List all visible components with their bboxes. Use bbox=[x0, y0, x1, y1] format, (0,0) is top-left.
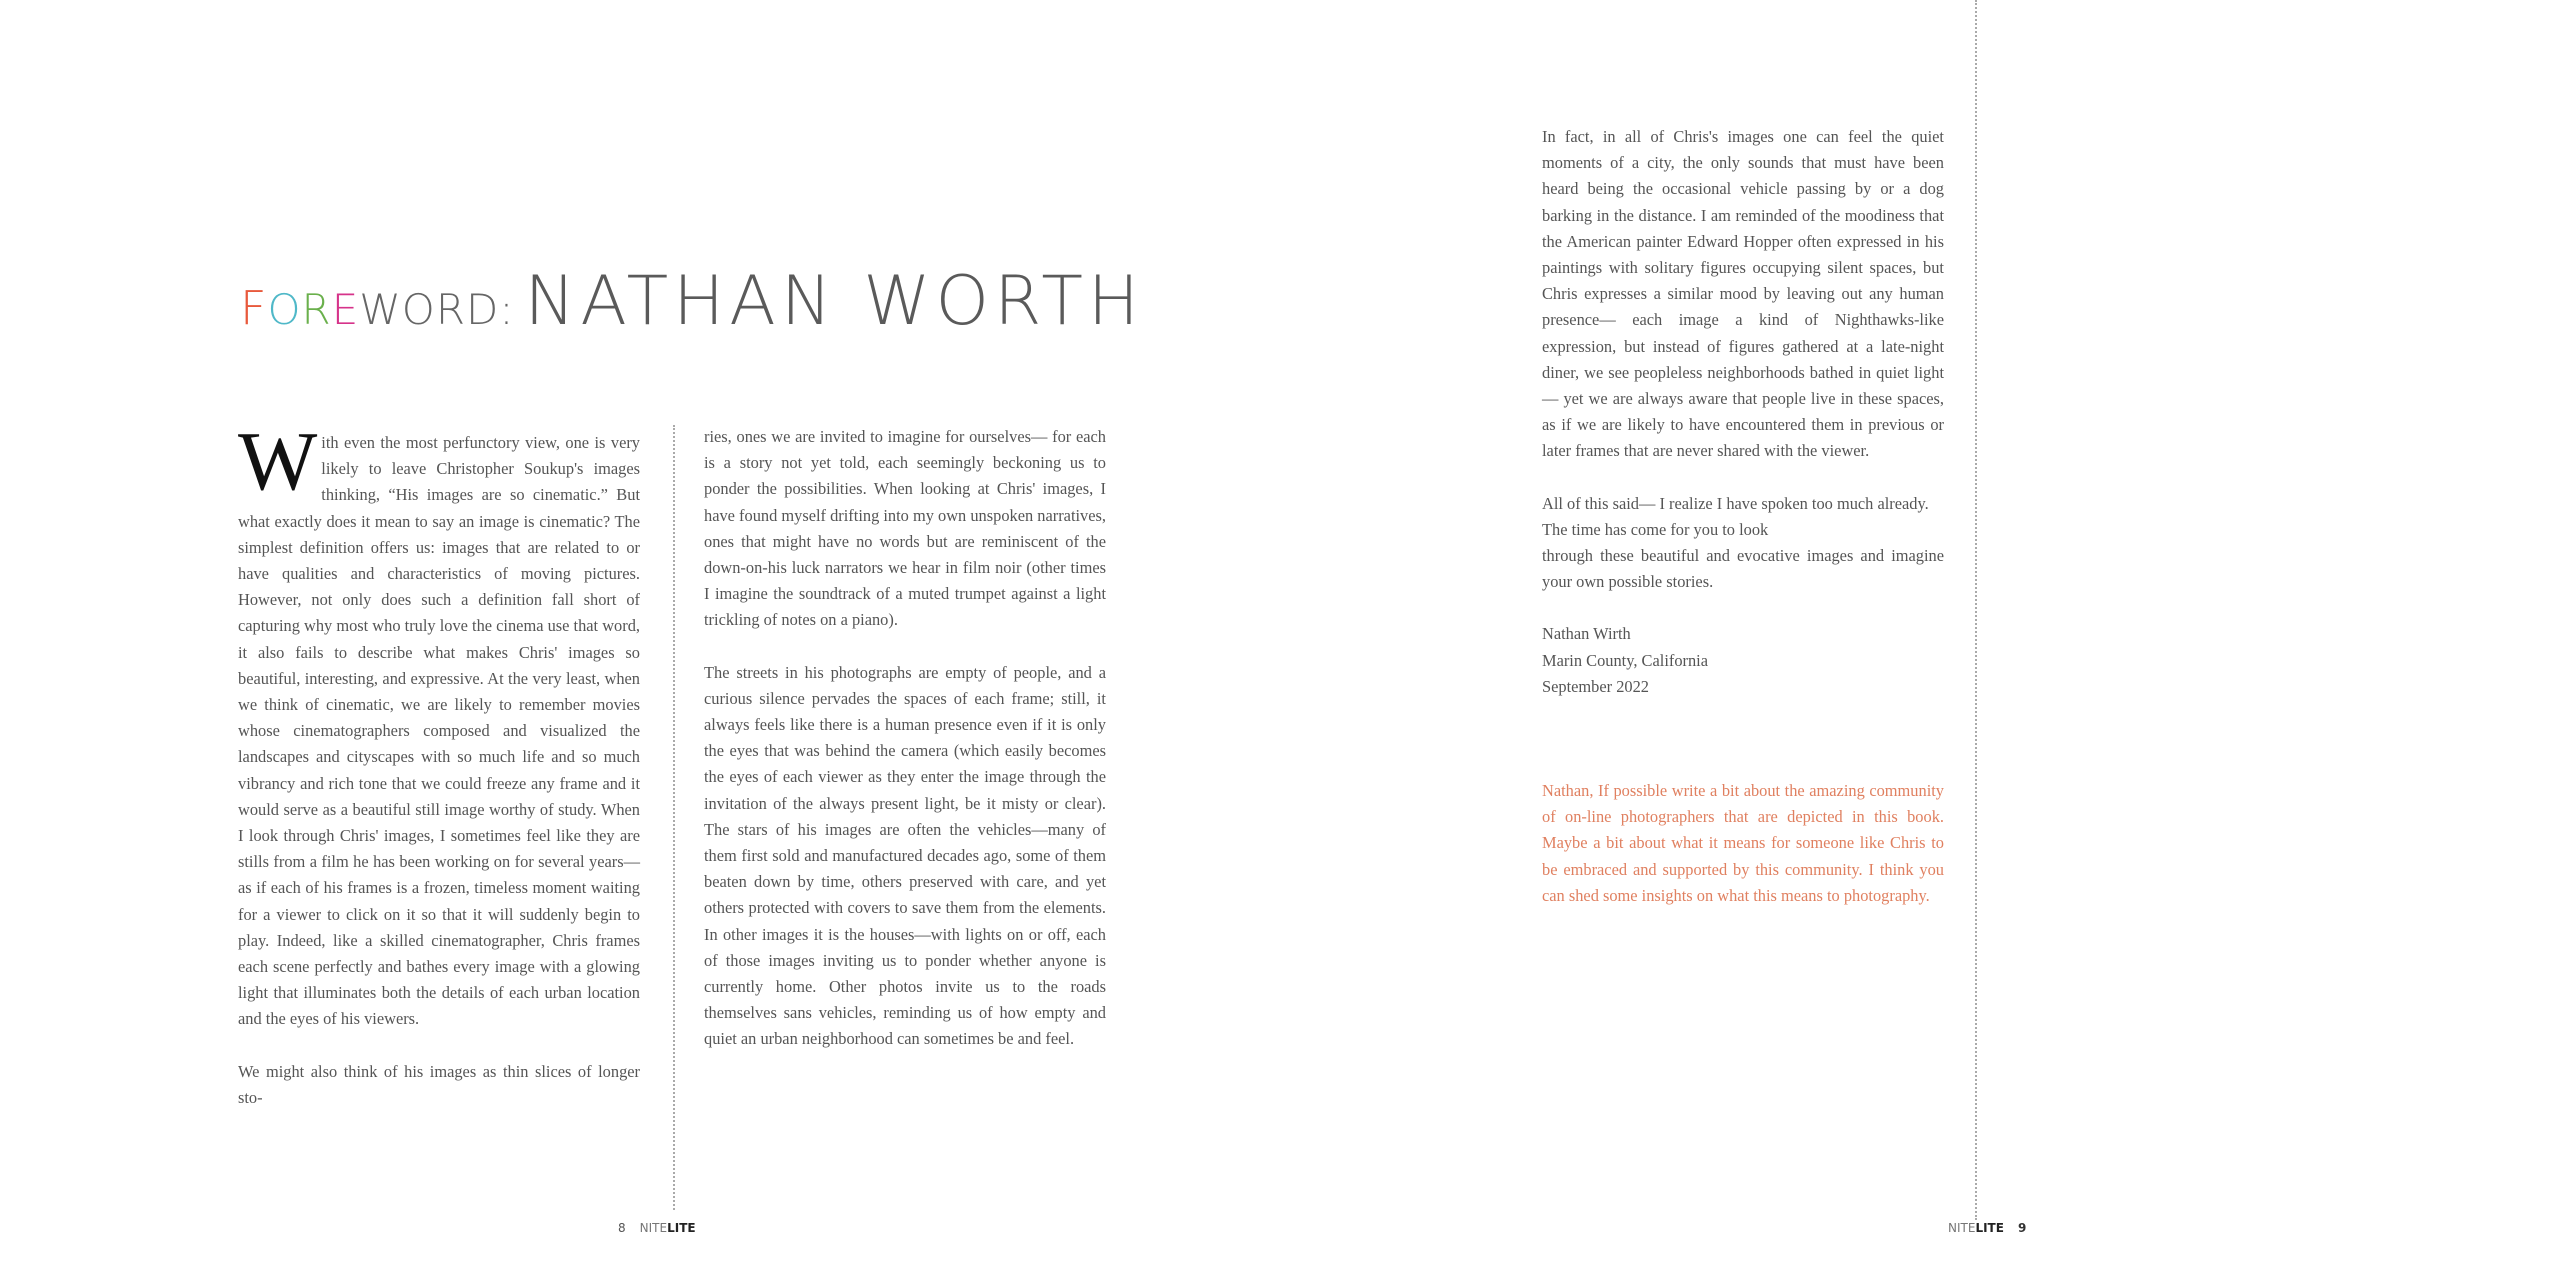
text-column-3 bbox=[1542, 124, 1944, 935]
signature-date: September 2022 bbox=[1542, 676, 1649, 696]
closing-line-3: through these beautiful and evocative images and imagine your own possible stories. bbox=[1542, 546, 1944, 592]
heading-letter: O bbox=[267, 285, 302, 334]
paragraph-text: ith even the most perfunctory view, one is very likely to leave Christopher Soukup's images thinking, “His images are so cinematic.” But what exactly does it mean to say an image is cinematic? The simplest definition offers us: images that are related to or have qualities and characteristics of moving pictures. However, not only does such a definition fall short of capturing why most who truly love the cinema use that word, it also fails to describe what makes Chris' images so beautiful, interesting, and expressive. At the very least, when we think of cinematic, we are likely to remember movies whose cinematographers composed and visualized the landscapes and cityscapes with so much life and so much vibrancy and rich tone that we could freeze any frame and it would serve as a beautiful still image worthy of study. When I look through Chris' images, I sometimes feel like they are stills from a film he has been working on for several years— as if each of his frames is a frozen, timeless moment waiting for a viewer to click on it so that it will suddenly begin to play. Indeed, like a skilled cinematographer, Chris frames each scene perfectly and bathes every image with a glowing light that illuminates both the details of each urban location and the eyes of his viewers. bbox=[238, 433, 640, 1029]
heading-letter: E bbox=[331, 285, 360, 334]
left-page-footer bbox=[618, 1221, 696, 1235]
heading-letter: R bbox=[301, 285, 332, 334]
signature-place: Marin County, California bbox=[1542, 650, 1709, 670]
brand-lite: LITE bbox=[667, 1221, 696, 1235]
text-column-1 bbox=[238, 396, 640, 1137]
brand-nite: NITE bbox=[1948, 1221, 1976, 1235]
text-column-2 bbox=[704, 424, 1106, 1079]
author-name-heading: NATHAN WORTH bbox=[524, 262, 1145, 341]
page-title bbox=[240, 262, 1145, 341]
closing-line-1: All of this said— I realize I have spoken too much already. bbox=[1542, 493, 1929, 513]
brand-lite: LITE bbox=[1975, 1221, 2004, 1235]
closing-paragraph bbox=[1542, 491, 1944, 596]
closing-line-2: The time has come for you to look bbox=[1542, 519, 1769, 539]
editor-note: Nathan, If possible write a bit about the amazing community of on-line photographers that are depicted in this book. Maybe a bit about what it means for someone like Chris to be embraced and supported by this community. I think you can shed some insights on what this means to photography. bbox=[1542, 781, 1944, 905]
page-number: 8 bbox=[618, 1221, 626, 1235]
right-page-footer bbox=[1948, 1221, 2026, 1235]
heading-letter: F bbox=[240, 281, 268, 335]
paragraph: The streets in his photographs are empty of people, and a curious silence pervades the spaces of each frame; still, it always feels like there is a human presence even if it is only the eyes that was behind the camera (which easily becomes the eyes of each viewer as they enter the image through the invitation of the always present light, be it misty or clear). The stars of his images are often the vehicles—many of them first sold and manufactured decades ago, some of them beaten down by time, others preserved with care, and yet others protected with covers to save them from the elements. In other images it is the houses—with lights on or off, each of those images inviting us to ponder whether anyone is currently home. Other photos invite us to the roads themselves sans vehicles, reminding us of how empty and quiet an urban neighborhood can sometimes be and feel. bbox=[704, 662, 1106, 1049]
brand-nite: NITE bbox=[639, 1221, 668, 1235]
signature bbox=[1542, 621, 1944, 700]
paragraph: ries, ones we are invited to imagine for ourselves— for each is a story not yet told, each seemingly beckoning us to ponder the possibilities. When looking at Chris' images, I have found myself drifting into my own unspoken narratives, ones that might have no words but are reminiscent of the down-on-his luck narrators we hear in film noir (other times I imagine the soundtrack of a muted trumpet against a light trickling of notes on a piano). bbox=[704, 427, 1106, 630]
page-edge-divider bbox=[1975, 0, 1977, 1220]
page-number: 9 bbox=[2017, 1221, 2027, 1235]
column-divider bbox=[673, 425, 675, 1210]
paragraph: In fact, in all of Chris's images one can feel the quiet moments of a city, the only sounds that must have been heard being the occasional vehicle passing by or a dog barking in the distance. I am reminded of the moodiness that the American painter Edward Hopper often expressed in his paintings with solitary figures occupying silent spaces, but Chris expresses a similar mood by leaving out any human presence— each image a kind of Nighthawks-like expression, but instead of figures gathered at a late-night diner, we see peopleless neighborhoods bathed in quiet light— yet we are always aware that people live in these spaces, as if we are likely to have encountered them in previous or later frames that are never shared with the viewer. bbox=[1542, 127, 1944, 461]
signature-name: Nathan Wirth bbox=[1542, 624, 1631, 644]
drop-cap: W bbox=[238, 415, 318, 508]
paragraph bbox=[238, 396, 640, 1033]
heading-letter: WORD: bbox=[359, 285, 515, 334]
paragraph: We might also think of his images as thin slices of longer sto- bbox=[238, 1061, 640, 1107]
foreword-label bbox=[240, 281, 515, 335]
